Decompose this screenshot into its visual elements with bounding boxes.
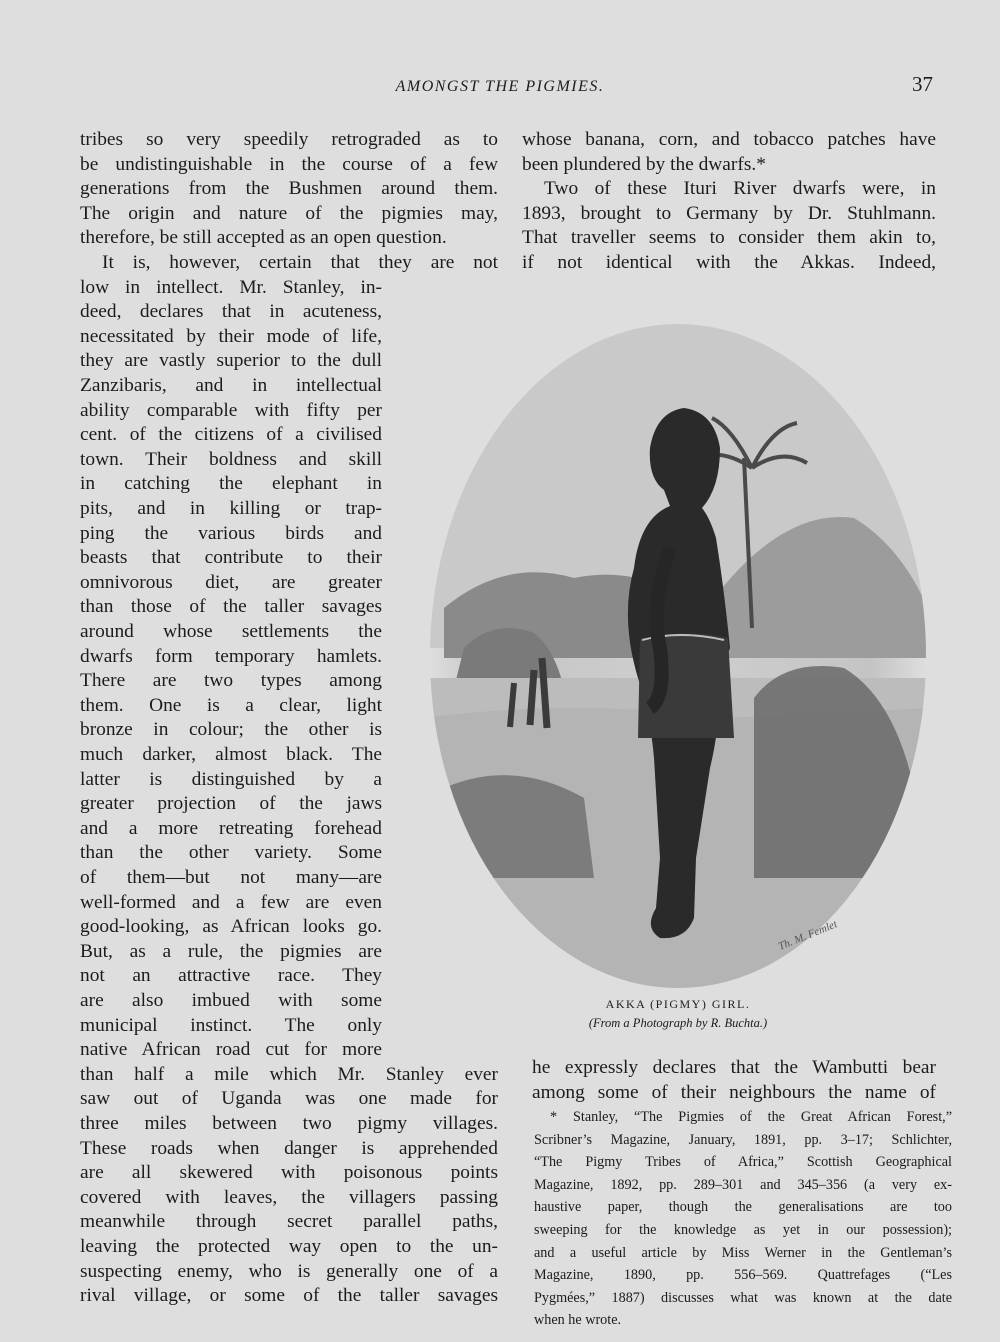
text-line: These roads when danger is apprehended bbox=[80, 1137, 498, 1159]
text-line: That traveller seems to consider them akin to, bbox=[522, 227, 936, 249]
artist-signature: Th. M. Femlet bbox=[776, 918, 839, 953]
figure-caption-title: AKKA (PIGMY) GIRL. bbox=[605, 997, 751, 1011]
text-line: haustive paper, though the generalisations are too bbox=[534, 1199, 952, 1216]
text-line: much darker, almost black. The bbox=[80, 744, 382, 765]
text-line: rival village, or some of the taller savages bbox=[80, 1285, 498, 1307]
text-line: * Stanley, “The Pigmies of the Great African Forest,” bbox=[550, 1109, 952, 1125]
text-line: pits, and in killing or trap- bbox=[80, 498, 382, 519]
text-line: covered with leaves, the villagers passing bbox=[80, 1186, 498, 1208]
text-line: Zanzibaris, and in intellectual bbox=[80, 375, 382, 396]
running-title: AMONGST THE PIGMIES. bbox=[395, 78, 605, 95]
text-line: tribes so very speedily retrograded as to bbox=[80, 129, 498, 150]
text-line: ability comparable with fifty per bbox=[80, 399, 382, 421]
text-line: native African road cut for more bbox=[80, 1039, 382, 1061]
text-line: if not identical with the Akkas. Indeed, bbox=[522, 252, 936, 273]
text-line: when he wrote. bbox=[534, 1312, 622, 1329]
text-line: in catching the elephant in bbox=[80, 473, 382, 495]
text-line: sweeping for the knowledge as yet in our possession); bbox=[534, 1222, 952, 1238]
text-line: therefore, be still accepted as an open question. bbox=[80, 227, 447, 249]
text-line: It is, however, certain that they are not bbox=[102, 252, 498, 273]
text-line: town. Their boldness and skill bbox=[80, 448, 382, 470]
text-line: The origin and nature of the pigmies may, bbox=[80, 202, 498, 224]
text-line: and a useful article by Miss Werner in the Gentleman’s bbox=[534, 1244, 952, 1261]
text-line: bronze in colour; the other is bbox=[80, 719, 382, 741]
text-line: not an attractive race. They bbox=[80, 965, 382, 987]
text-line: than those of the taller savages bbox=[80, 596, 382, 618]
text-line: of them—but not many—are bbox=[80, 867, 382, 888]
text-line: greater projection of the jaws bbox=[80, 793, 382, 815]
text-line: generations from the Bushmen around them. bbox=[80, 178, 498, 200]
text-line: he expressly declares that the Wambutti bear bbox=[532, 1057, 936, 1078]
text-line: cent. of the citizens of a civilised bbox=[80, 424, 382, 446]
text-line: suspecting enemy, who is generally one of a bbox=[80, 1260, 498, 1282]
text-line: meanwhile through secret parallel paths, bbox=[80, 1211, 498, 1233]
text-line: and a more retreating forehead bbox=[80, 817, 382, 839]
text-line: leaving the protected way open to the un- bbox=[80, 1236, 498, 1257]
text-line: than the other variety. Some bbox=[80, 842, 382, 864]
text-line: There are two types among bbox=[80, 670, 382, 692]
text-line: low in intellect. Mr. Stanley, in- bbox=[80, 276, 382, 298]
text-line: dwarfs form temporary hamlets. bbox=[80, 645, 382, 667]
text-line: beasts that contribute to their bbox=[80, 547, 382, 569]
text-line: well-formed and a few are even bbox=[80, 891, 382, 913]
text-line: ping the various birds and bbox=[80, 522, 382, 544]
page-number: 37 bbox=[912, 72, 933, 96]
text-line: deed, declares that in acuteness, bbox=[80, 301, 382, 323]
text-line: than half a mile which Mr. Stanley ever bbox=[80, 1063, 498, 1085]
pigmy-girl-illustration bbox=[424, 318, 932, 994]
text-line: are all skewered with poisonous points bbox=[80, 1162, 498, 1184]
text-line: omnivorous diet, are greater bbox=[80, 571, 382, 593]
text-line: 1893, brought to Germany by Dr. Stuhlmann. bbox=[522, 202, 936, 224]
text-line: But, as a rule, the pigmies are bbox=[80, 940, 382, 962]
text-line: three miles between two pigmy villages. bbox=[80, 1113, 498, 1134]
text-line: around whose settlements the bbox=[80, 621, 382, 642]
text-line: latter is distinguished by a bbox=[80, 768, 382, 790]
text-line: be undistinguishable in the course of a few bbox=[80, 153, 498, 175]
text-line: them. One is a clear, light bbox=[80, 694, 382, 716]
text-line: are also imbued with some bbox=[80, 990, 382, 1011]
text-line: saw out of Uganda was one made for bbox=[80, 1088, 498, 1110]
text-line: Scribner’s Magazine, January, 1891, pp. 3–17; Schlichter, bbox=[534, 1131, 952, 1148]
text-line: municipal instinct. The only bbox=[80, 1014, 382, 1036]
text-line: they are vastly superior to the dull bbox=[80, 350, 382, 372]
text-line: good-looking, as African looks go. bbox=[80, 916, 382, 938]
text-line: whose banana, corn, and tobacco patches have bbox=[522, 129, 936, 150]
text-line: among some of their neighbours the name of bbox=[532, 1081, 936, 1103]
figure-caption-credit: (From a Photograph by R. Buchta.) bbox=[588, 1016, 768, 1030]
text-line: Magazine, 1890, pp. 556–569. Quattrefages (“Les bbox=[534, 1267, 952, 1284]
text-line: Magazine, 1892, pp. 289–301 and 345–356 (a very ex- bbox=[534, 1176, 952, 1193]
text-line: Pygmées,” 1887) discusses what was known at the date bbox=[534, 1289, 952, 1306]
text-line: “The Pigmy Tribes of Africa,” Scottish Geographical bbox=[534, 1154, 952, 1171]
text-line: been plundered by the dwarfs.* bbox=[522, 153, 766, 175]
text-line: Two of these Ituri River dwarfs were, in bbox=[544, 178, 936, 200]
text-line: necessitated by their mode of life, bbox=[80, 325, 382, 347]
